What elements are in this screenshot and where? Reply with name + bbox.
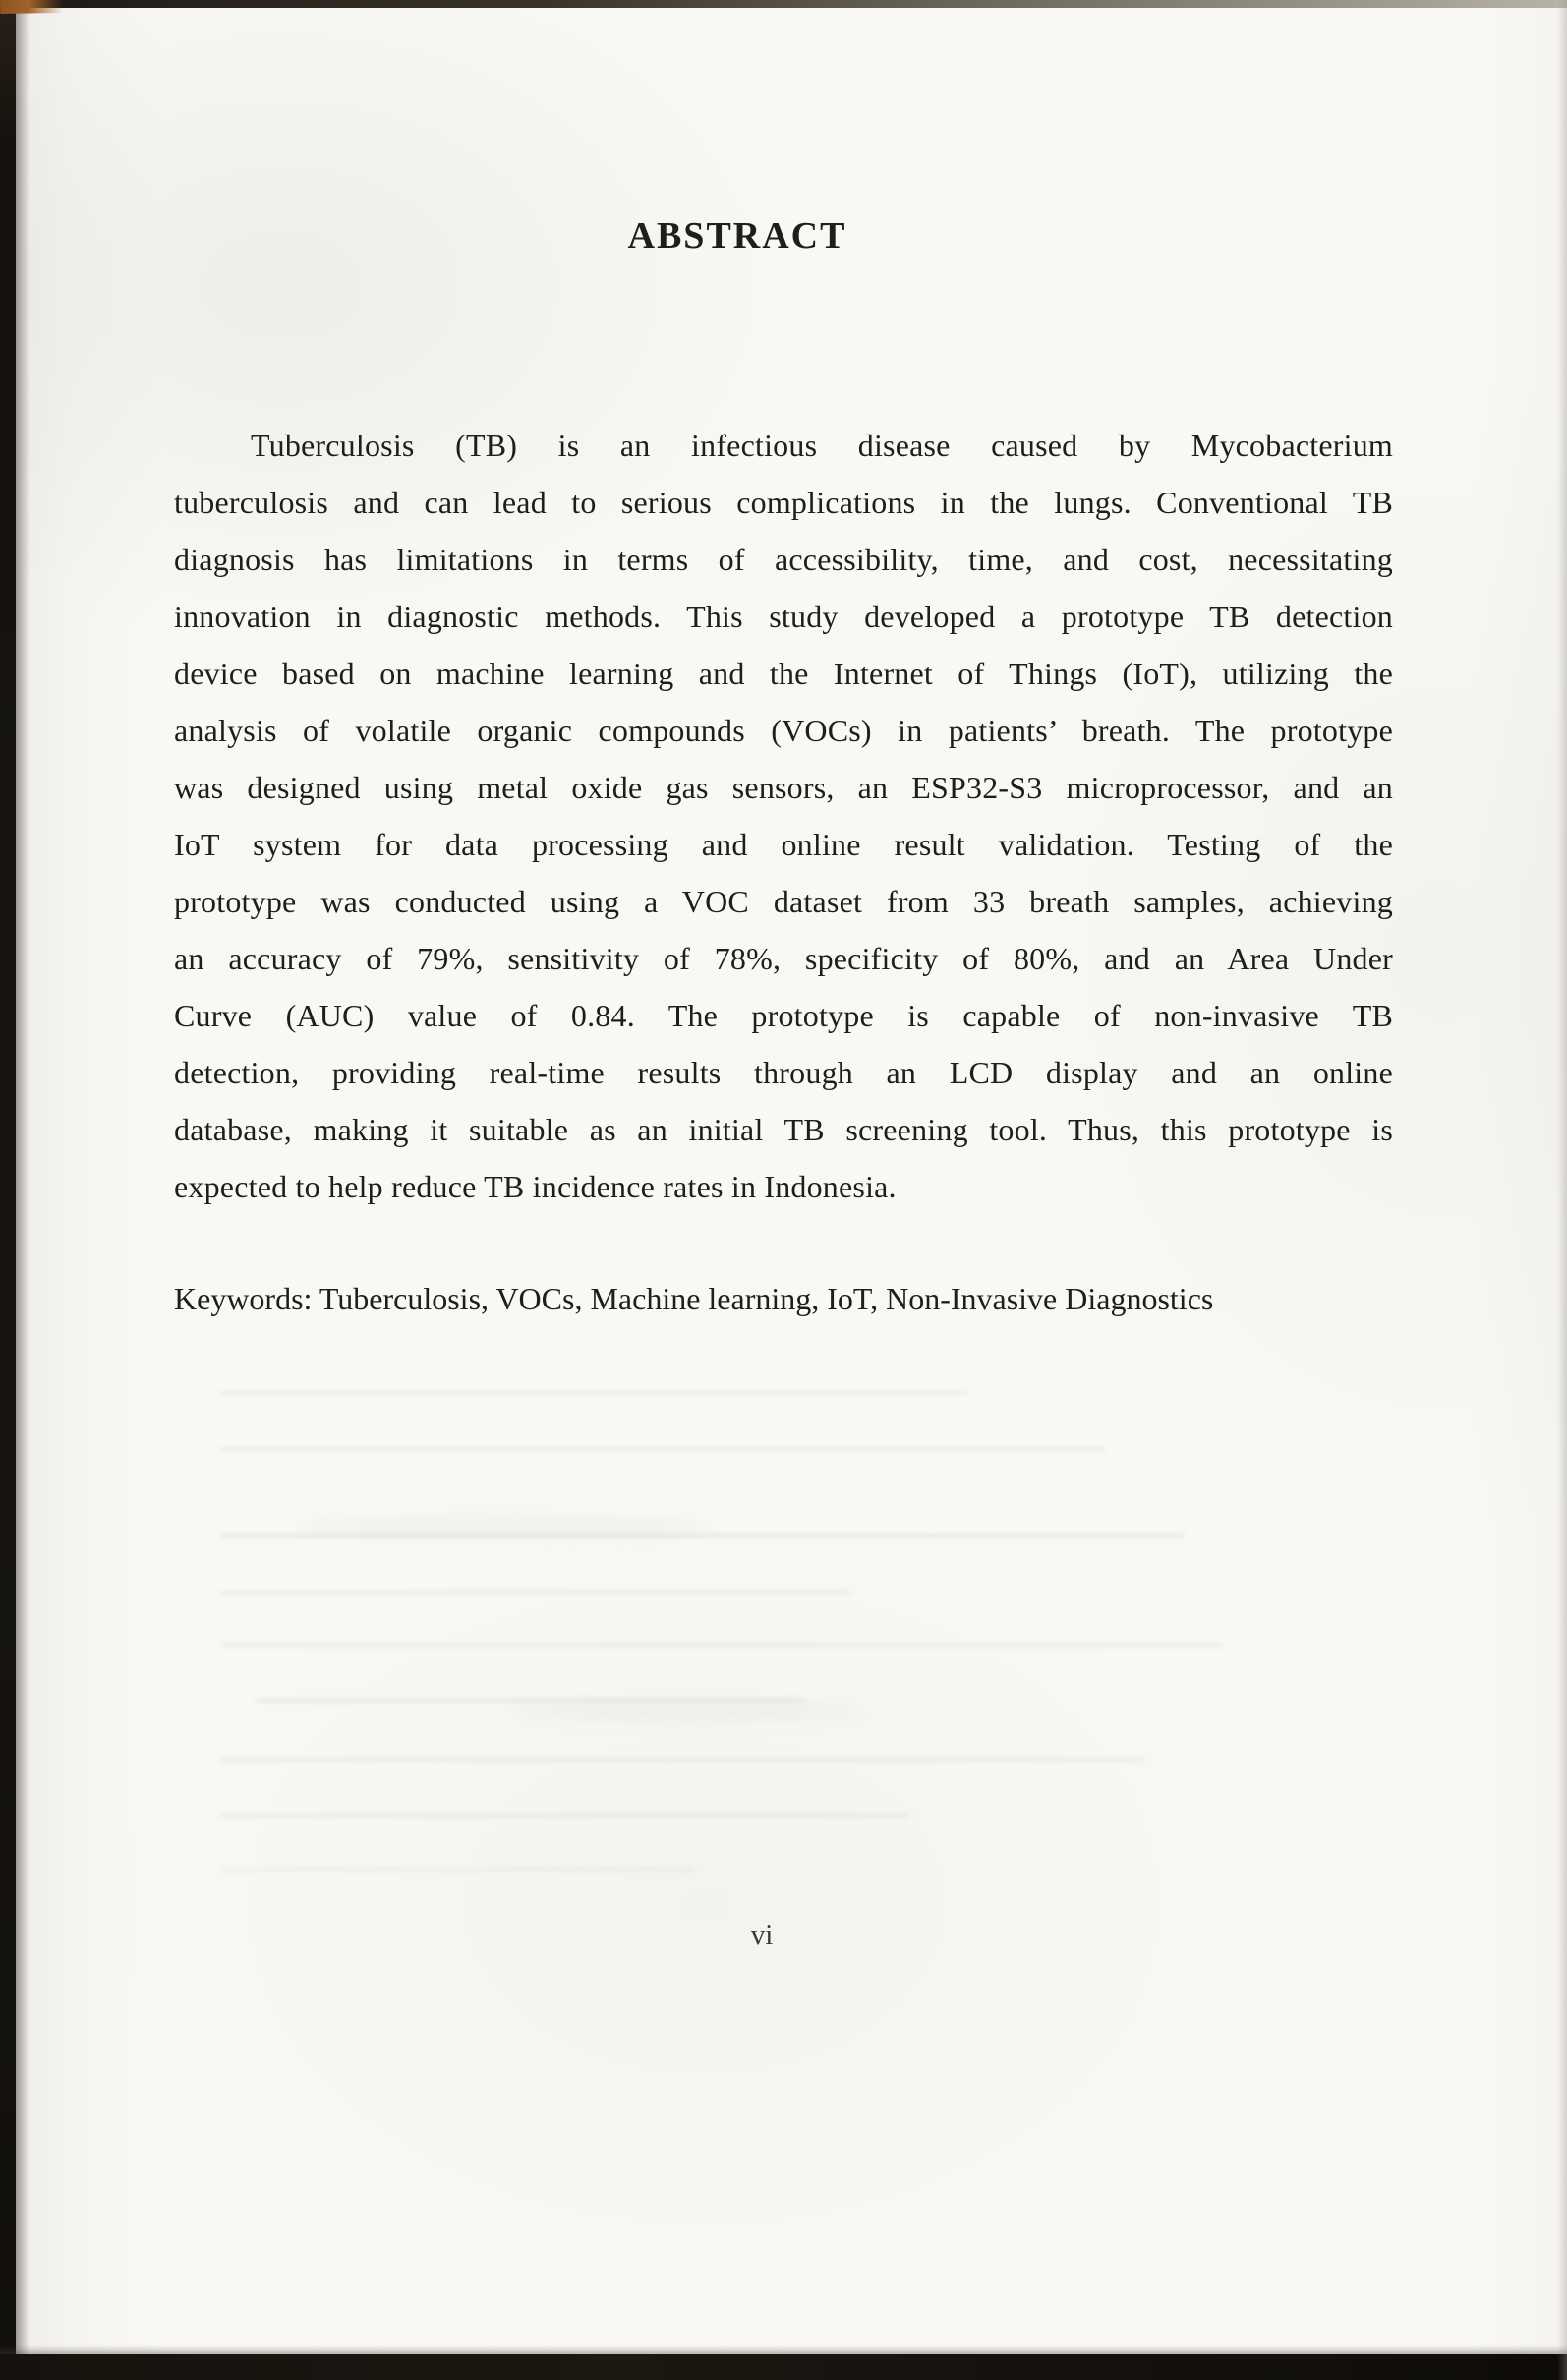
abstract-paragraph-line: Tuberculosis (TB) is an infectious disease caused by Mycobacterium bbox=[251, 428, 1393, 463]
abstract-paragraph-line: database, making it suitable as an initial TB screening tool. Thus, this prototype is bbox=[174, 1112, 1393, 1147]
bleed-through-line bbox=[221, 1391, 968, 1394]
scan-edge-bottom-shadow bbox=[0, 2345, 1567, 2354]
scan-corner-accent bbox=[0, 0, 63, 14]
abstract-title: ABSTRACT bbox=[627, 215, 847, 257]
page-number: vi bbox=[750, 1919, 774, 1950]
abstract-paragraph-line: analysis of volatile organic compounds (VOCs) in patients’ breath. The prototype bbox=[174, 713, 1393, 748]
scan-blotch bbox=[295, 1514, 708, 1539]
abstract-paragraph-line: expected to help reduce TB incidence rates in Indonesia. bbox=[174, 1169, 897, 1204]
abstract-paragraph-line: innovation in diagnostic methods. This study developed a prototype TB detection bbox=[174, 599, 1393, 634]
bleed-through-line bbox=[221, 1644, 1224, 1647]
abstract-paragraph-line: prototype was conducted using a VOC dataset from 33 breath samples, achieving bbox=[174, 884, 1393, 919]
abstract-paragraph bbox=[174, 417, 1393, 1215]
scan-edge-left bbox=[0, 0, 16, 2380]
bleed-through-line bbox=[221, 1758, 1145, 1761]
abstract-paragraph-line: diagnosis has limitations in terms of accessibility, time, and cost, necessitating bbox=[174, 542, 1393, 577]
scan-edge-bottom bbox=[0, 2354, 1567, 2380]
abstract-paragraph-line: was designed using metal oxide gas sensors, an ESP32-S3 microprocessor, and an bbox=[174, 770, 1393, 805]
keywords-line: Keywords: Tuberculosis, VOCs, Machine learning, IoT, Non-Invasive Diagnostics bbox=[174, 1281, 1214, 1316]
abstract-paragraph-line: tuberculosis and can lead to serious complications in the lungs. Conventional TB bbox=[174, 485, 1393, 520]
abstract-paragraph-line: IoT system for data processing and online result validation. Testing of the bbox=[174, 827, 1393, 862]
abstract-paragraph-line: Curve (AUC) value of 0.84. The prototype is capable of non-invasive TB bbox=[174, 998, 1393, 1033]
abstract-paragraph-line: device based on machine learning and the Internet of Things (IoT), utilizing the bbox=[174, 656, 1393, 691]
scan-edge-right bbox=[1557, 0, 1567, 2380]
abstract-paragraph-line: detection, providing real-time results through an LCD display and an online bbox=[174, 1055, 1393, 1090]
scan-edge-top bbox=[0, 0, 1567, 8]
bleed-through-line bbox=[221, 1868, 693, 1871]
bleed-through-line bbox=[221, 1447, 1106, 1450]
scan-blotch bbox=[511, 1701, 865, 1722]
scan-edge-left-shadow bbox=[16, 0, 29, 2380]
bleed-through-line bbox=[221, 1591, 850, 1594]
bleed-through-line bbox=[221, 1814, 909, 1817]
abstract-paragraph-line: an accuracy of 79%, sensitivity of 78%, specificity of 80%, and an Area Under bbox=[174, 941, 1393, 976]
